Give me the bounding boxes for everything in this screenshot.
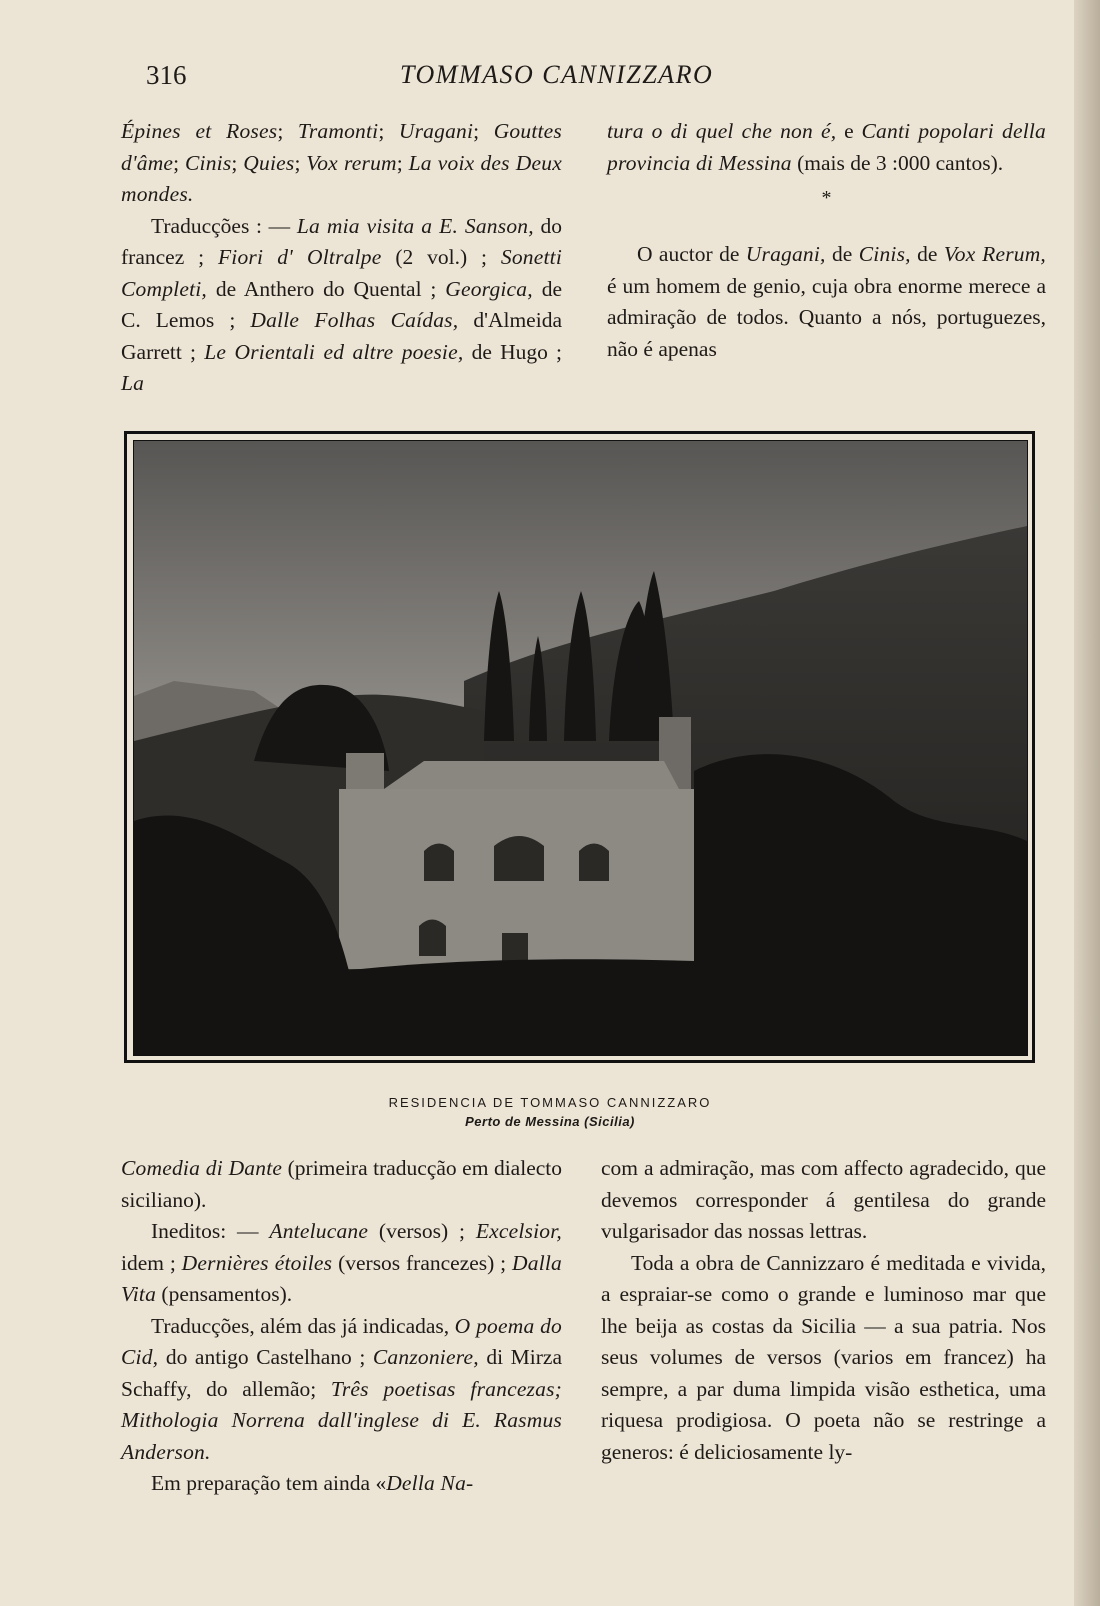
sep: ; bbox=[396, 150, 409, 175]
title-gouttes: Gouttes d'âme bbox=[121, 119, 562, 175]
title-quies: Quies bbox=[243, 150, 295, 175]
photo-frame bbox=[124, 431, 1035, 1063]
title-run: Uragani, bbox=[745, 242, 826, 266]
paragraph-ineditos bbox=[121, 1216, 562, 1311]
text-run: Traducções : — bbox=[151, 213, 297, 238]
title-run: Le Orientali ed altre poesie, bbox=[204, 339, 464, 364]
title-run: Fiori d' Oltralpe bbox=[217, 245, 382, 269]
paragraph-continuation bbox=[607, 116, 1046, 179]
text-run: (pensamentos). bbox=[156, 1282, 293, 1306]
title-run: Comedia di Dante bbox=[121, 1156, 283, 1180]
title-la-voix: La voix des Deux mondes. bbox=[121, 150, 562, 206]
text-run: O auctor de bbox=[637, 242, 746, 266]
left-column-top bbox=[121, 116, 562, 400]
title-cinis: Cinis bbox=[185, 150, 232, 175]
text-run: do antigo Castelhano ; bbox=[158, 1345, 373, 1369]
title-uragani: Uragani bbox=[398, 119, 474, 143]
text-run: de bbox=[825, 242, 859, 266]
text-run: de Hugo ; bbox=[463, 339, 562, 364]
sep: ; bbox=[473, 119, 494, 143]
title-run: Della Na- bbox=[386, 1471, 474, 1495]
right-column-bottom bbox=[601, 1153, 1046, 1468]
text-run: (primeira traducção em dialecto siciliano). bbox=[121, 1156, 562, 1212]
left-column-bottom bbox=[121, 1153, 562, 1500]
sep: ; bbox=[277, 119, 298, 143]
page-number: 316 bbox=[146, 60, 187, 90]
text-run: do francez ; bbox=[121, 213, 562, 269]
text-run: (versos francezes) ; bbox=[332, 1250, 513, 1275]
paragraph-obra: Toda a obra de Cannizzaro é meditada e vivida, a espraiar-se como o grande e luminoso mar que lhe beija as costas da Sicilia — a sua patria. Nos seus volumes de versos (varios em francez) ha sempre, a par duma limpida visão esthetica, uma riquesa prodigiosa. O poeta não se restringe a generos: é deliciosamente ly- bbox=[601, 1250, 1046, 1464]
title-run: Dalla Vita bbox=[121, 1250, 562, 1306]
text-run: di Mirza Schaffy, do allemão; bbox=[121, 1345, 563, 1401]
title-run: Dalle Folhas Caídas, bbox=[250, 308, 459, 332]
sep: ; bbox=[173, 150, 186, 175]
title-tramonti: Tramonti bbox=[297, 119, 379, 143]
text-run: idem ; bbox=[121, 1250, 182, 1275]
title-run: Vox Rerum, bbox=[943, 242, 1047, 266]
section-asterisk: * bbox=[821, 187, 832, 209]
villa-roof bbox=[384, 761, 679, 789]
paragraph-author bbox=[607, 239, 1046, 365]
paragraph-traduccoes bbox=[121, 1311, 562, 1469]
running-head bbox=[0, 58, 1100, 98]
caption-title: RESIDENCIA DE TOMMASO CANNIZZARO bbox=[388, 1095, 712, 1110]
text-run: de C. Lemos ; bbox=[121, 276, 562, 332]
text-run: Traducções, além das já indicadas, bbox=[151, 1313, 455, 1338]
running-title: TOMMASO CANNIZZARO bbox=[400, 60, 714, 89]
title-run: Georgica, bbox=[445, 276, 533, 301]
title-run: Cinis, bbox=[858, 242, 911, 266]
title-epines: Épines et Roses bbox=[121, 119, 278, 143]
text-run: (2 vol.) ; bbox=[381, 245, 501, 269]
title-run: Antelucane bbox=[269, 1219, 369, 1243]
text-run: Em preparação tem ainda « bbox=[151, 1471, 387, 1495]
title-run: O poema do Cid, bbox=[121, 1313, 562, 1369]
title-run: Dernières étoiles bbox=[181, 1250, 333, 1275]
right-column-top bbox=[607, 116, 1046, 365]
paragraph-admiracao: com a admiração, mas com affecto agradecido, que devemos corresponder á gentilesa do grande vulgarisador das nossas lettras. bbox=[601, 1156, 1046, 1243]
paragraph-preparacao bbox=[121, 1468, 562, 1500]
title-vox-rerum: Vox rerum bbox=[306, 150, 397, 175]
title-run: La mia visita a E. Sanson, bbox=[296, 213, 534, 238]
sep: ; bbox=[231, 150, 244, 175]
text-run: de Anthero do Quental ; bbox=[207, 276, 446, 301]
title-run: Canti popolari della provincia di Messina bbox=[607, 119, 1046, 175]
title-run: Sonetti Completi, bbox=[121, 245, 562, 301]
text-run: d'Almeida Garrett ; bbox=[121, 308, 562, 364]
title-run: Canzoniere, bbox=[372, 1345, 479, 1369]
page-edge-shadow bbox=[1074, 0, 1100, 1606]
sep: ; bbox=[378, 119, 399, 143]
paragraph-comedia bbox=[121, 1153, 562, 1216]
title-run: Excelsior, bbox=[475, 1219, 562, 1243]
text-run: Ineditos: — bbox=[151, 1219, 270, 1243]
paragraph-works-list bbox=[121, 116, 562, 211]
text-run: e bbox=[836, 119, 862, 143]
sep: ; bbox=[294, 150, 307, 175]
text-run: é um homem de genio, cuja obra enorme merece a admiração de todos. Quanto a nós, portuguezes, não é apenas bbox=[607, 273, 1046, 361]
photo-caption bbox=[0, 1094, 1100, 1132]
text-run: (mais de 3 :000 cantos). bbox=[791, 150, 1004, 175]
paragraph-translations bbox=[121, 211, 562, 400]
caption-subtitle: Perto de Messina (Sicilia) bbox=[465, 1114, 635, 1129]
title-run: La bbox=[121, 371, 145, 395]
title-run: Três poetisas francezas; Mithologia Norrena dall'inglese di E. Rasmus Anderson. bbox=[121, 1376, 562, 1464]
text-run: (versos) ; bbox=[368, 1219, 476, 1243]
residence-photo bbox=[133, 440, 1028, 1056]
text-run: de bbox=[910, 242, 944, 266]
title-run: tura o di quel che non é, bbox=[607, 119, 837, 143]
